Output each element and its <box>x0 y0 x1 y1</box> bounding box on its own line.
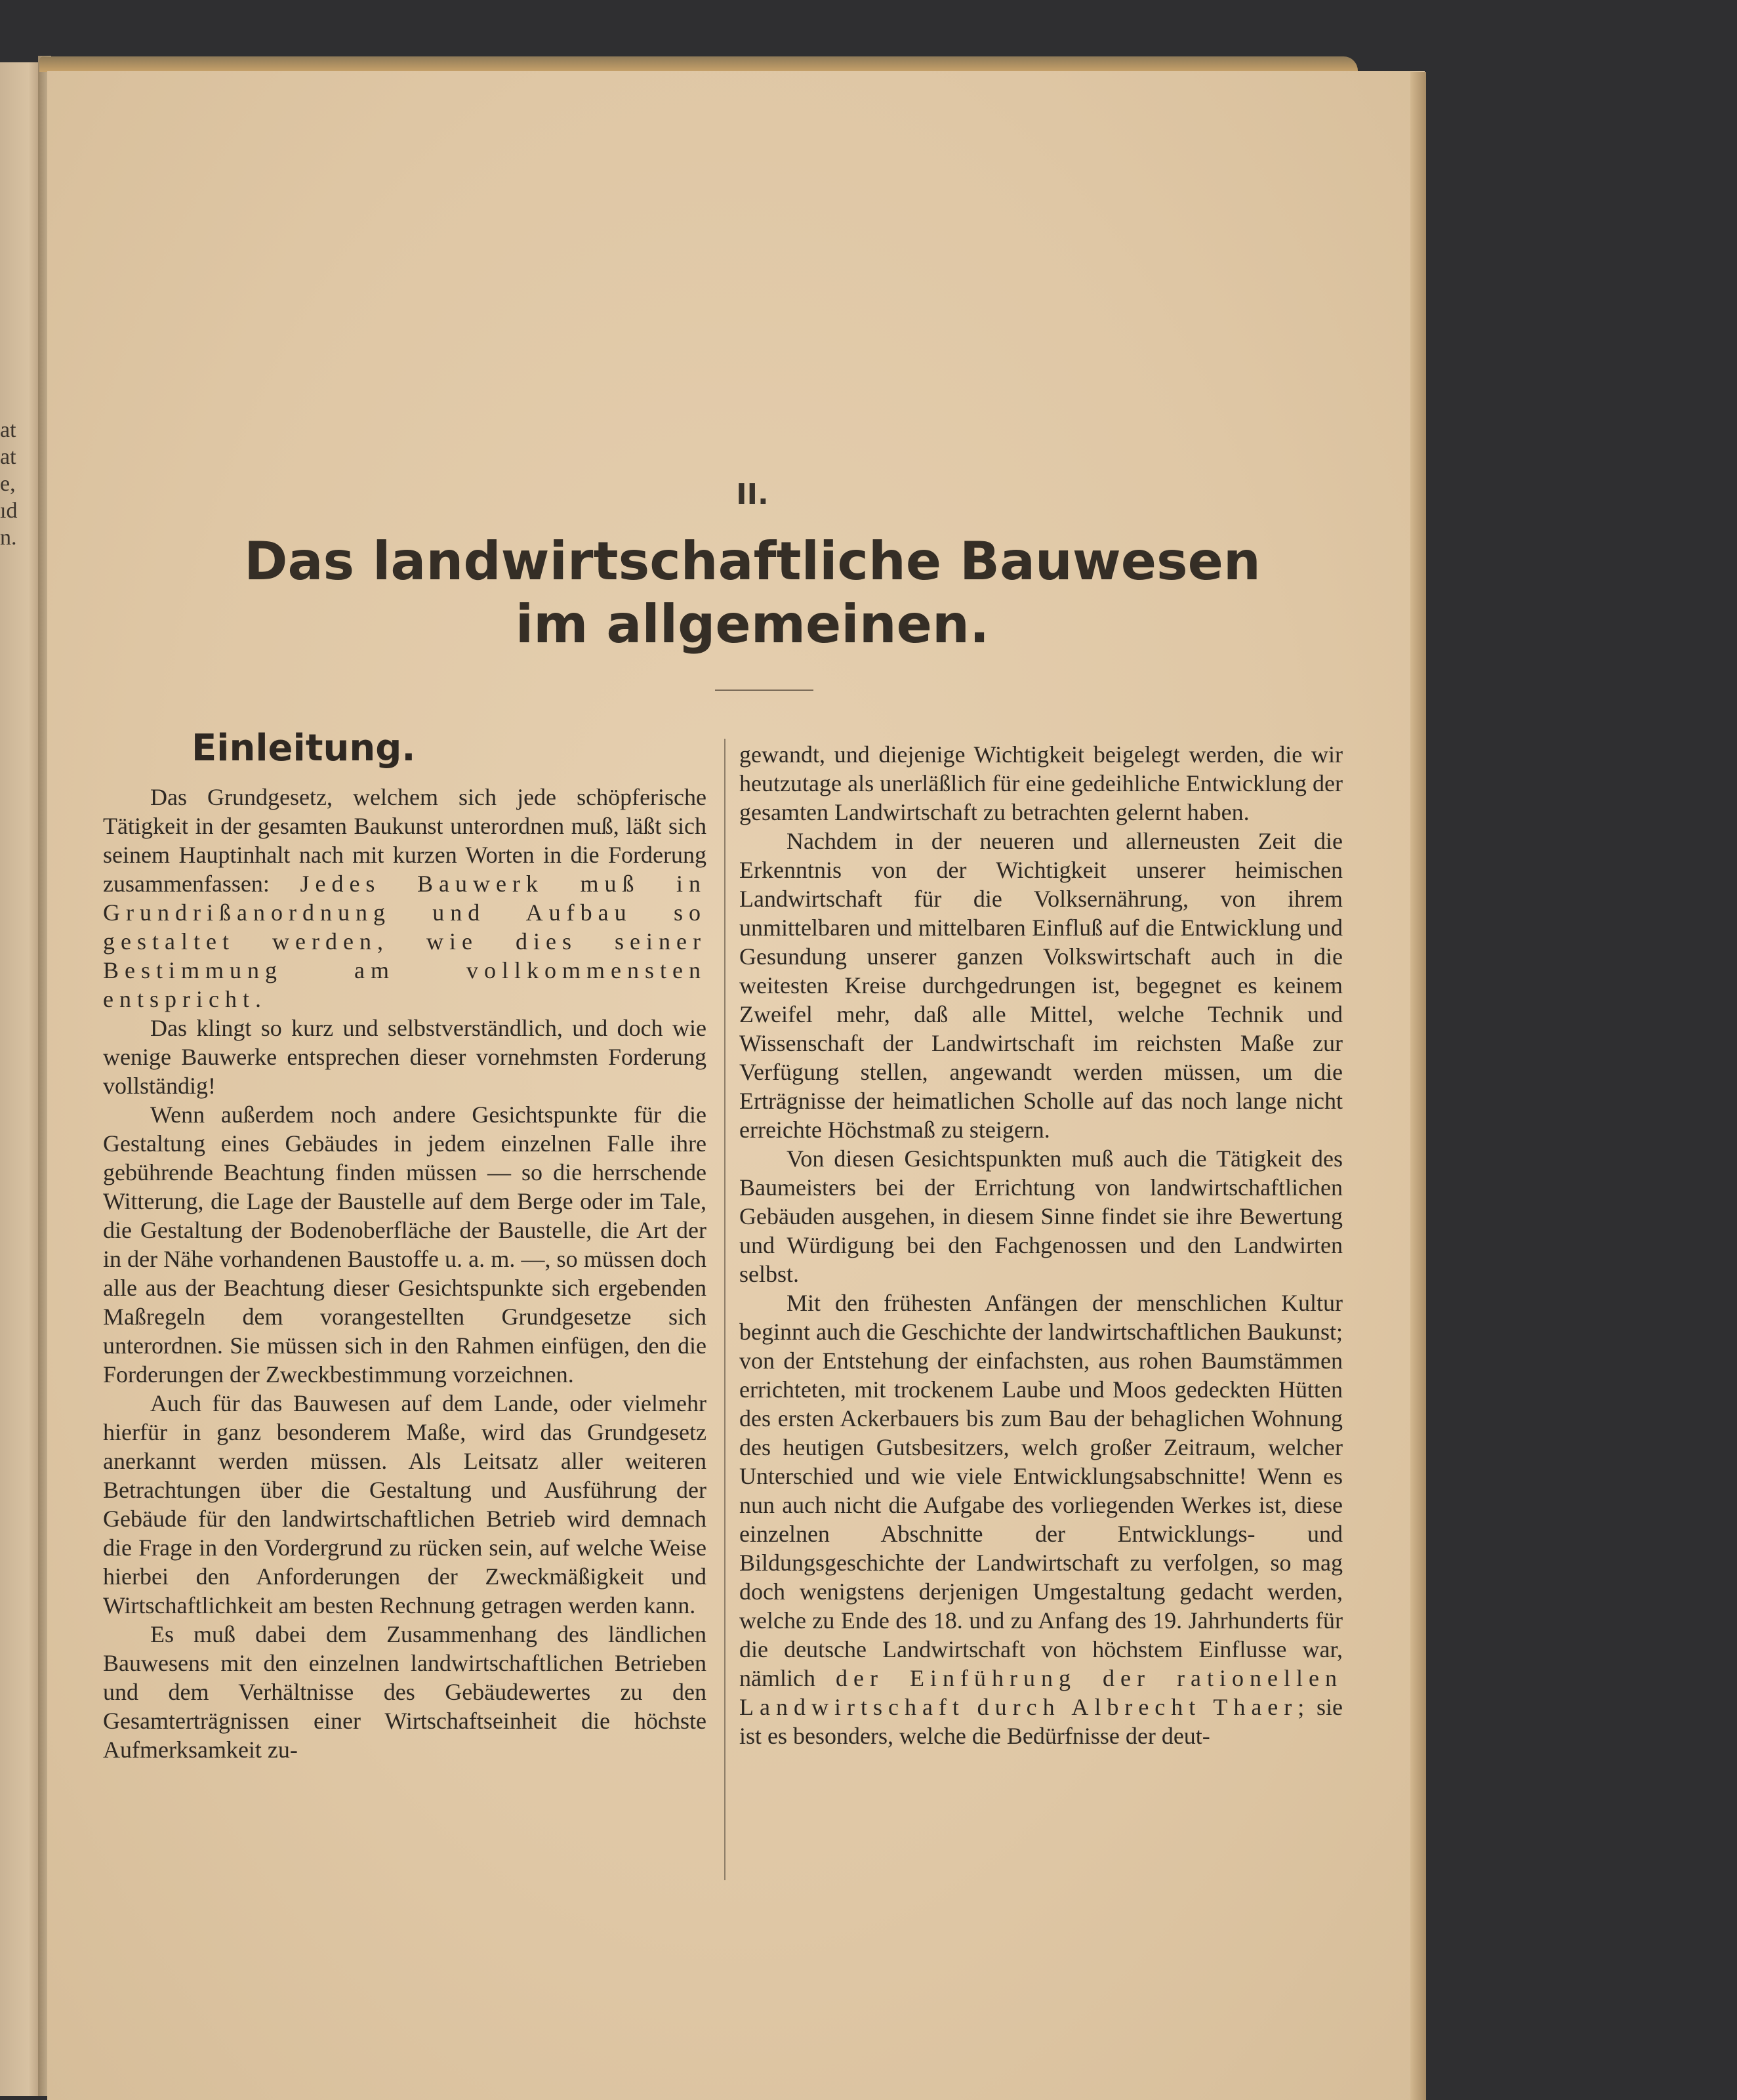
chapter-number: II. <box>736 478 769 511</box>
page-fore-edge <box>1410 72 1426 2100</box>
paragraph: Von diesen Gesichtspunkten muß auch die Tätigkeit des Baumeisters bei der Errichtung von landwirtschaftlichen Gebäuden ausgehen, in diesem Sinne findet sie ihre Bewertung und Würdigung bei den Fachgenossen und den Landwirten selbst. <box>739 1145 1343 1287</box>
paragraph: Es muß dabei dem Zusammenhang des ländlichen Bauwesens mit den einzelnen landwirtschaftlichen Betrieben und dem Verhältnisse des Gebäudewertes zu den Gesamterträgnissen einer Wirtschaftseinheit die höchste Aufmerksamkeit zu- <box>103 1621 706 1763</box>
paragraph-continuation: gewandt, und diejenige Wichtigkeit beigelegt werden, die wir heutzutage als unerläßlich für eine gedeihliche Entwicklung der gesamten Landwirtschaft zu betrachten gelernt haben. <box>739 741 1343 825</box>
previous-page-fragment: n. <box>0 525 17 550</box>
paragraph <box>103 783 706 1014</box>
chapter-title-line-1: Das landwirtschaftliche Bauwesen <box>244 531 1261 592</box>
previous-page-fragment: at <box>0 445 16 469</box>
spaced-emphasis: der Einführung der rationellen Landwirtschaft durch Albrecht Thaer; <box>739 1665 1343 1720</box>
book-top-edge <box>39 56 1358 72</box>
column-divider <box>724 739 725 1880</box>
chapter-title <box>47 530 1458 656</box>
paragraph: Auch für das Bauwesen auf dem Lande, oder vielmehr hierfür in ganz besonderem Maße, wird das Grundgesetz anerkannt werden müssen. Als Leitsatz aller weiteren Betrachtungen über die Gestaltung und Ausführung der Gebäude für den landwirtschaftlichen Betrieb wird demnach die Frage in den Vordergrund zu rücken sein, auf welche Weise hierbei den Anforderungen der Zweckmäßigkeit und Wirtschaftlichkeit am besten Rechnung getragen werden kann. <box>103 1390 706 1618</box>
previous-page-edge <box>0 62 41 2096</box>
paragraph: Das klingt so kurz und selbstverständlich, und doch wie wenige Bauwerke entsprechen dieser vornehmsten Forderung vollständig! <box>103 1015 706 1099</box>
paragraph-text: sie ist es besonders, welche die Bedürfnisse der deut- <box>739 1694 1343 1749</box>
spaced-emphasis: Jedes Bauwerk muß in Grundrißanordnung und Aufbau so gestaltet werden, wie dies seiner Bestimmung am vollkommensten entspricht. <box>103 871 707 1012</box>
previous-page-fragment: e, <box>0 472 16 496</box>
chapter-title-line-2: im allgemeinen. <box>515 594 990 655</box>
section-heading: Einleitung. <box>192 727 416 770</box>
paragraph: Wenn außerdem noch andere Gesichtspunkte für die Gestaltung eines Gebäudes in jedem einzelnen Falle ihre gebührende Beachtung finden müssen — so die herrschende Witterung, die Lage der Baustelle auf dem Berge oder im Tale, die Gestaltung der Bodenoberfläche der Baustelle, die Art der in der Nähe vorhandenen Baustoffe u. a. m. —, so müssen doch alle aus der Beachtung dieser Gesichtspunkte sich ergebenden Maßregeln dem vorangestellten Grundgesetze sich unterordnen. Sie müssen sich in den Rahmen einfügen, den die Forderungen der Zweckbestimmung vorzeichnen. <box>103 1101 706 1388</box>
previous-page-fragment: ıd <box>0 499 18 523</box>
left-column <box>103 783 706 1764</box>
title-divider <box>715 690 813 691</box>
paragraph-text: Mit den frühesten Anfängen der menschlichen Kultur beginnt auch die Geschichte der landwirtschaftlichen Baukunst; von der Entstehung der einfachsten, aus rohen Baumstämmen errichteten, mit trockenem Laube und Moos gedeckten Hütten des ersten Ackerbauers bis zum Bau der behaglichen Wohnung des heutigen Gutsbesitzers, welch großer Zeitraum, welcher Unterschied und wie viele Entwicklungsabschnitte! Wenn es nun auch nicht die Aufgabe des vorliegenden Werkes ist, diese einzelnen Abschnitte der Entwicklungs- und Bildungsgeschichte der Landwirtschaft zu verfolgen, so mag doch wenigstens derjenigen Umgestaltung gedacht werden, welche zu Ende des 18. und zu Anfang des 19. Jahrhunderts für die deutsche Landwirtschaft von höchstem Einflusse war, nämlich <box>739 1290 1343 1691</box>
previous-page-fragment: at <box>0 418 16 442</box>
book-page <box>47 71 1425 2100</box>
right-column <box>739 740 1343 1750</box>
paragraph-text: Das Grundgesetz, welchem sich jede schöpferische Tätigkeit in der gesamten Baukunst unterordnen muß, läßt sich seinem Hauptinhalt nach mit kurzen Worten in die Forderung zusammenfassen: <box>103 784 706 897</box>
paragraph: Nachdem in der neueren und allerneusten Zeit die Erkenntnis von der Wichtigkeit unserer heimischen Landwirtschaft für die Volksernährung, von ihrem unmittelbaren und mittelbaren Einfluß auf die Entwicklung und Gesundung unserer ganzen Volkswirtschaft auch in die weitesten Kreise durchgedrungen ist, begegnet es keinem Zweifel mehr, daß alle Mittel, welche Technik und Wissenschaft der Landwirtschaft im reichsten Maße zur Verfügung stellen, angewandt werden müssen, um die Erträgnisse der heimatlichen Scholle auf das noch lange nicht erreichte Höchstmaß zu steigern. <box>739 828 1343 1143</box>
paragraph <box>739 1288 1343 1750</box>
